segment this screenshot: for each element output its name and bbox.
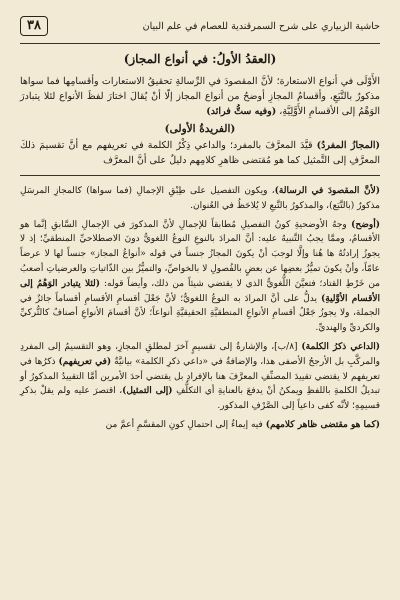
note-1-text: ، ويكون التفصيل على طِبْقِ الإجمالِ (فما سواها) كالمجازِ المرسَلِ مذكورٌ (بالتَّبَع)، والمذكورُ بالتَّبعِ لا يُلاحَظُ في العُنوان.	[20, 186, 380, 211]
main-paragraph-2-text: قيَّدَ المعرَّفَ بالمفرد؛ والداعي ذِكْرُ الكلمة في تعريفهم مع أنَّ تقسيمَ ذلكَ المعرَّفِ إلى التَّمثيل كما هو مُقتضى ظاهرِ كلامِهم دليلٌ على أنَّ المعرَّف	[20, 140, 380, 166]
main-paragraph-1-text: الأَوْلَى في أنواع الاستعارة؛ لأنَّ المقصودَ في الرِّسالةِ تحقيقُ الاستعارات وأقسامِها فما سواها مذكورٌ بالتَّبَعِ، وأقسامُ المجازِ أوضحُ من أنواع المجاز إلّا أنْ يُقالَ اختارَ لفظَ الأنواع لئلا يتبادرَ الوَهْمُ إلى الأقسامِ الأَوَّلِيَّةِ،	[20, 76, 380, 117]
commentary	[20, 184, 380, 433]
note-2	[20, 218, 380, 336]
note-3-bold: (الداعي ذكرُ الكلمة)	[301, 341, 381, 352]
running-title: حاشية الزبياري على شرح السمرقندية للعصام في علم البيان	[142, 20, 380, 32]
main-paragraph-2	[20, 138, 380, 168]
note-2-tail: يدلُّ على أنَّ المرادَ به النوعُ اللغويُّ؛ لأنَّ جَعْلَ أقسامِ الأقسامِ أقساماً جائزٌ في الجملة، ولا يجوزُ جَعْلُ أقسامِ الأنواعِ المنطقيَّةِ الحقيقيَّةِ أنواعاً؛ لأنَّ أقسامَ الأنواعِ أصنافٌ كالتُّركيِّ والكرديِّ والهنديِّ.	[20, 293, 380, 334]
page-header	[20, 12, 380, 44]
note-3-bold-2: (في تعريفهم)	[58, 356, 112, 367]
note-4-bold: (كما هو مقتضى ظاهر كلامهم)	[265, 419, 380, 430]
page-number: ٣٨	[20, 16, 48, 36]
farida-title: (الفريدةُ الأولى)	[164, 123, 236, 135]
main-paragraph-2-bold: (المجازُ المفردُ)	[316, 140, 380, 151]
note-2-bold: (أوضح)	[351, 219, 380, 230]
note-4	[20, 418, 380, 433]
note-3-tail: ذكرُها في تعريفهم لا يقتضي تقييدَ المصنِّفِ المعرَّفَ هنا بالإفرادِ بل يقتضي أحدَ الأمرين أمَّا التقييدُ المذكورُ أو تبديلُ الكلمةِ باللفظِ ويمكنُ أنْ يدفعَ بالعنايةِ أي التكلُّفِ	[20, 356, 380, 397]
main-paragraph-1	[20, 74, 380, 119]
note-3-text: [٨/ب]، والإشارةُ إلى تقسيمٍ آخرَ لمطلقِ المجازِ، وهو التقسيمُ إلى المفردِ والمركَّبِ بل الأرجحُ الأصفى هذا، والإضافةُ في «داعي ذكرِ الكلمة» بيانيَّةٌ	[20, 341, 380, 367]
note-3-bold-3: (إلى التمثيل)	[122, 386, 173, 397]
note-2-bold-2: (لئلا يتبادر الوَهْمُ إلى الأقسام الأوَّليةِ)	[20, 278, 381, 304]
note-1	[20, 184, 380, 214]
note-3	[20, 340, 380, 414]
main-paragraph-1-bold: (وفيه ستُّ فرائد)	[206, 106, 277, 117]
note-4-text: فيه إيماءٌ إلى احتمالِ كونِ المقسَّمِ أعمَّ من	[105, 419, 266, 430]
footnote-divider	[20, 175, 380, 176]
note-3-tail-2: ، اقتصرَ عليه ولم يقلْ بذكرِ قسيمِهِ؛ لأنَّه كفى داعياً إلى الصَّرْفِ المذكور.	[20, 386, 380, 412]
note-1-bold: (لأنَّ المقصودَ في الرسالة)	[274, 186, 380, 196]
section-title: (العقدُ الأولُ: في أنواع المجاز)	[123, 52, 277, 66]
note-2-text: وجهُ الأوضحيةِ كونُ التفصيلِ مُطابقاً للإجمالِ لأنَّ المذكورَ في الإجمالِ السَّابقِ إنَّما هو الأقسامُ، وممَّا يجبُ التَّنبيهُ عليه: أنَّ المرادَ بالنوعِ النوعُ اللغويُّ دونَ الاصطلاحيِّ المنطقيِّ؛ إذ لا يجوزُ إرادتُهُ ها هُنا وإلَّا لوجبَ أنْ يكونَ المجازُ جنساً في قوله «أنواعُ المجاز» جنساً لها لا عرضاً عامّاً، وأنْ يكونَ تميُّزُ بعضِها عن بعضٍ بالفُصولِ لا بالخواصِّ، والتميُّزُ بين الذّاتياتِ والعرضياتِ أصعبُ من خَرْطِ القتاد؛ فتعيَّنَ اللُّغويُّ الذي لا يقتضي شيئاً من ذلك، وأيضاً قوله:	[20, 219, 380, 289]
